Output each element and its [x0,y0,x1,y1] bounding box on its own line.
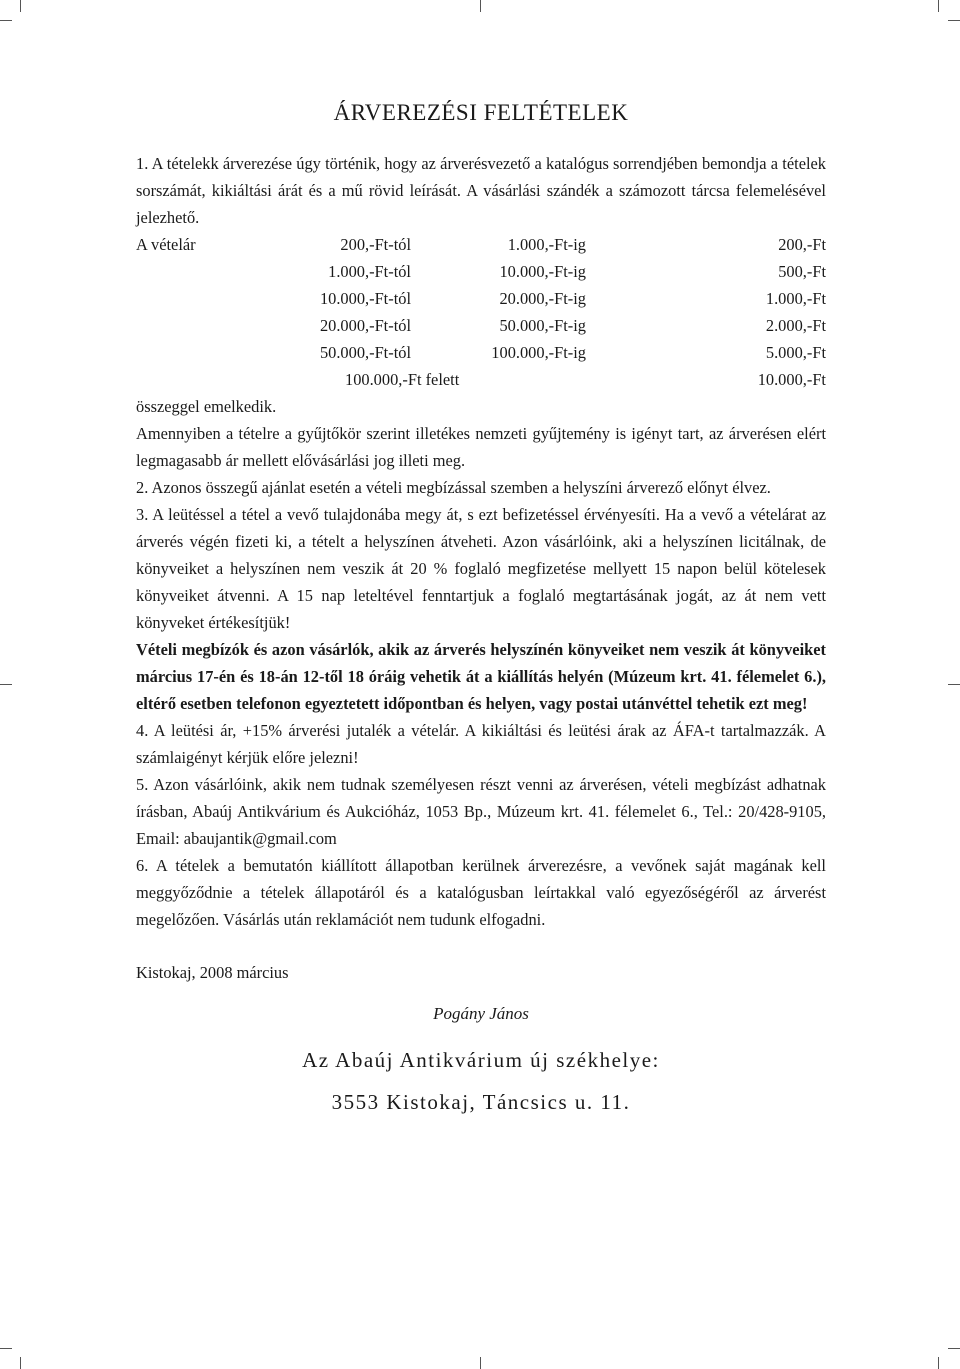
price-step: 1.000,-Ft [765,289,826,308]
price-from: 100.000,-Ft felett [345,370,460,389]
crop-mark [20,1357,21,1369]
paragraph-4: 4. A leütési ár, +15% árverési jutalék a vételár. A kikiáltási és leütési árak az ÁFA-t tartalmazzák. A számlaigényt kérjük előre jelezni! [136,721,826,767]
price-from: 1.000,-Ft-tól [328,262,411,281]
new-address-block [136,1039,826,1123]
new-address: 3553 Kistokaj, Táncsics u. 11. [331,1090,631,1114]
place-date: Kistokaj, 2008 március [136,963,289,982]
price-from: 50.000,-Ft-tól [319,343,411,362]
price-to: 10.000,-Ft-ig [499,262,586,281]
paragraph-3: 3. A leütéssel a tétel a vevő tulajdonába megy át, s ezt befizetéssel érvényesíti. Ha a vevő a vételárat az árverés végén fizeti ki, a tételt a helyszínen átveheti. Azon vásárlóink, aki a helyszínen licitálnak, de könyveiket a helyszínen nem veszik át 20 % foglaló megfizetése mellyett 15 napon belül kötelesek könyveiket átvenni. A 15 nap leteltével fenntartjuk a foglaló megtartásának jogát, az át nem vett könyveket értékesítjük! [136,505,826,632]
price-outro: összeggel emelkedik. [136,397,277,416]
price-from: 10.000,-Ft-tól [319,289,411,308]
price-to: 100.000,-Ft-ig [491,343,586,362]
paragraph-6: 6. A tételek a bemutatón kiállított állapotban kerülnek árverezésre, a vevőnek saját magának kell meggyőződnie a tételek állapotáról és a katalógusban leírtakkal való egyezőségéről az árverést megelőzően. Vásárlás után reklamációt nem tudunk elfogadni. [136,856,826,929]
price-to: 1.000,-Ft-ig [507,235,586,254]
paragraph-5: 5. Azon vásárlóink, akik nem tudnak személyesen részt venni az árverésen, vételi megbízást adhatnak írásban, Abaúj Antikvárium és Aukcióház, 1053 Bp., Múzeum krt. 41. félemelet 6., Tel.: 20/428-9105, Email: abaujantik@gmail.com [136,775,826,848]
signature: Pogány János [433,1004,529,1023]
crop-mark [0,684,12,685]
document-page [136,96,826,1123]
price-step: 2.000,-Ft [765,316,826,335]
paragraph-3-bold: Vételi megbízók és azon vásárlók, akik az árverés helyszínén könyveiket nem veszik át könyveiket március 17-én és 18-án 12-től 18 óráig vehetik át a kiállítás helyén (Múzeum krt. 41. félemelet 6.), eltérő esetben telefonon egyeztetett időpontban és helyen, vagy postai utánvéttel tehetik ezt meg! [136,640,826,713]
paragraph-1b: Amennyiben a tételre a gyűjtőkör szerint illetékes nemzeti gyűjtemény is igényt tart, az árverésen elért legmagasabb ár mellett elővásárlási jog illeti meg. [136,424,826,470]
price-from: 200,-Ft-tól [340,235,411,254]
crop-mark [938,0,939,12]
price-to: 50.000,-Ft-ig [499,316,586,335]
price-from: 20.000,-Ft-tól [319,316,411,335]
price-step: 10.000,-Ft [757,370,826,389]
crop-mark [948,684,960,685]
new-address-title: Az Abaúj Antikvárium új székhelye: [302,1048,660,1072]
price-step: 500,-Ft [778,262,826,281]
paragraph-1: 1. A tételekk árverezése úgy történik, hogy az árverésvezető a katalógus sorrendjében bemondja a tételek sorszámát, kikiáltási árát és a mű rövid leírását. A vásárlási szándék a számozott tárcsa felemelésével jelezhető. [136,154,826,227]
page-title: ÁRVEREZÉSI FELTÉTELEK [333,100,629,125]
price-step: 200,-Ft [778,235,826,254]
price-intro: A vételár [136,235,196,254]
crop-mark [948,1348,960,1349]
price-step: 5.000,-Ft [765,343,826,362]
crop-mark [480,1357,481,1369]
crop-mark [480,0,481,12]
crop-mark [938,1357,939,1369]
crop-mark [948,20,960,21]
price-to: 20.000,-Ft-ig [499,289,586,308]
paragraph-2: 2. Azonos összegű ajánlat esetén a vételi megbízással szemben a helyszíni árverező előnyt élvez. [136,478,771,497]
crop-mark [0,20,12,21]
crop-mark [20,0,21,12]
price-increment-table [136,231,826,393]
crop-mark [0,1348,12,1349]
